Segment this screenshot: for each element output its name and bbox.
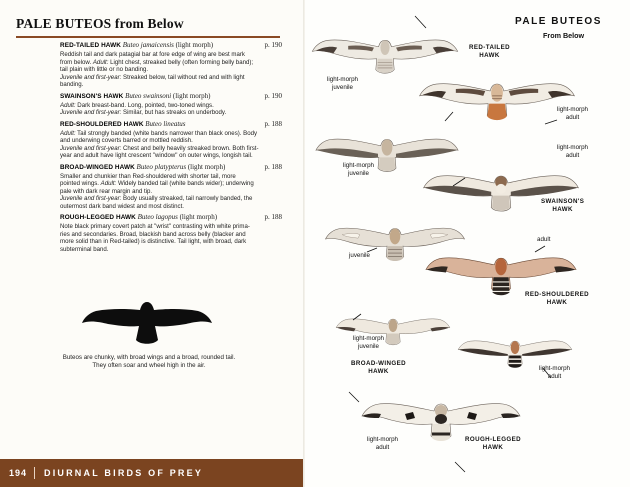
- entry-text-line: pale with dark rear margin and tip.: [60, 187, 153, 195]
- label-line: light-morph: [343, 162, 374, 169]
- label-line: adult: [375, 443, 390, 451]
- label-line: juvenile: [347, 169, 369, 177]
- page-reference: p. 190: [264, 91, 282, 100]
- entry-text-line: banding.: [60, 81, 84, 88]
- label-broad-winged-hawk: [351, 360, 406, 375]
- species-entry-red-tailed: [60, 42, 282, 89]
- silhouette-caption: [44, 354, 254, 370]
- species-name: ROUGH-LEGGED HAWK: [60, 214, 136, 221]
- entry-text-line: year and adult have light crescent "window" on outer wings, longish tail.: [60, 152, 253, 159]
- entry-text-line: Juvenile and first-year: Body usually streaked, tail narrowly banded, the: [60, 195, 253, 202]
- label-swainsons-adult: [557, 144, 588, 159]
- label-line: HAWK: [546, 298, 568, 306]
- label-swainsons-hawk: [541, 198, 584, 213]
- label-line: light-morph: [367, 436, 398, 443]
- entry-text-line: Smaller and chunkier than Red-shouldered with shorter tail, more: [60, 172, 236, 180]
- morph-note: (light morph): [187, 162, 226, 171]
- species-name: RED-SHOULDERED HAWK: [60, 120, 144, 128]
- buteo-silhouette-illustration: [82, 296, 212, 346]
- label-line: light-morph: [557, 106, 588, 113]
- label-line: juvenile: [349, 252, 370, 259]
- label-rough-legged-hawk: [465, 436, 521, 451]
- page-reference: p. 190: [264, 41, 282, 49]
- label-red-tailed-hawk: [469, 44, 510, 59]
- species-name: BROAD-WINGED HAWK: [60, 163, 135, 171]
- entry-text-line: Reddish tail and dark patagial bar at fore edge of wing are best mark: [60, 51, 245, 58]
- label-red-shouldered-hawk: [525, 291, 589, 306]
- label-line: SWAINSON'S: [541, 198, 585, 205]
- plate-title: PALE BUTEOS: [515, 16, 602, 27]
- label-line: juvenile: [357, 342, 379, 350]
- morph-note: (light morph): [175, 41, 214, 49]
- label-line: adult: [547, 372, 562, 380]
- species-name: SWAINSON'S HAWK: [60, 92, 124, 100]
- entry-text-line: Adult: Tail strongly banded (white bands narrower than black ones). Body: [60, 129, 258, 137]
- scientific-name: Buteo jamaicensis: [122, 41, 174, 49]
- label-line: light-morph: [557, 144, 588, 151]
- red-shouldered-juvenile-illustration: [325, 228, 464, 261]
- title-rule: [16, 36, 280, 38]
- entry-text-line: from below. Adult: Light chest, streaked belly (often forming belly band);: [60, 58, 254, 66]
- page-reference: p. 188: [264, 213, 282, 221]
- label-line: HAWK: [552, 205, 573, 213]
- page-footer-band: [0, 459, 305, 487]
- entry-text-line: ries and secondaries. Broad, blackish band across belly (blacker and: [60, 230, 246, 238]
- scientific-name: Buteo platypterus: [136, 162, 187, 171]
- label-line: light-morph: [353, 335, 384, 342]
- label-red-shouldered-juvenile: [349, 252, 370, 260]
- red-tailed-juvenile-illustration: [312, 40, 457, 73]
- species-entry-swainsons: [60, 93, 282, 117]
- label-line: RED-TAILED: [469, 44, 511, 51]
- plate-subtitle: From Below: [543, 31, 585, 40]
- broad-winged-adult-illustration: [458, 341, 572, 368]
- label-red-tailed-juvenile: [327, 76, 358, 91]
- caption-line: Buteos are chunky, with broad wings and a broad, rounded tail.: [62, 354, 236, 361]
- section-title: DIURNAL BIRDS OF PREY: [44, 468, 204, 478]
- label-line: ROUGH-LEGGED: [465, 436, 522, 443]
- left-page: [0, 0, 305, 487]
- scientific-name: Buteo swainsoni: [125, 91, 172, 100]
- label-line: HAWK: [482, 443, 504, 451]
- scientific-name: Buteo lineatus: [145, 119, 186, 128]
- morph-note: (light morph): [172, 91, 211, 100]
- label-red-tailed-adult: [557, 106, 588, 121]
- species-name: RED-TAILED HAWK: [60, 42, 122, 49]
- species-entry-broad-winged: [60, 164, 282, 211]
- scientific-name: Buteo lagopus: [137, 213, 178, 221]
- label-line: adult: [537, 236, 551, 243]
- swainsons-juvenile-illustration: [316, 139, 458, 172]
- entry-text-line: tail plain with little or no banding.: [60, 66, 149, 73]
- species-entry-red-shouldered: [60, 121, 282, 160]
- caption-line: They often soar and wheel high in the air.: [92, 362, 206, 369]
- label-line: light-morph: [539, 365, 570, 372]
- label-broad-winged-adult: [539, 365, 570, 380]
- hawk-plate-illustration: [305, 0, 630, 487]
- label-line: HAWK: [479, 51, 500, 59]
- entry-text-line: Adult: Dark breast-band. Long, pointed, two-toned wings.: [60, 101, 214, 109]
- entry-text-line: more solid than in Red-tailed) is distinctive. Tail light, with broad, dark: [60, 238, 247, 245]
- entry-text-line: Juvenile and first-year: Similar, but has streaks on underbody.: [60, 109, 227, 116]
- red-shouldered-adult-illustration: [426, 258, 576, 295]
- entry-text-line: Note black primary covert patch at "wrist" contrasting with white prima-: [60, 223, 250, 230]
- label-swainsons-juvenile: [343, 162, 374, 177]
- species-accounts: [60, 42, 282, 257]
- label-line: BROAD-WINGED: [351, 360, 406, 367]
- label-line: light-morph: [327, 76, 358, 83]
- footer-divider: [34, 467, 35, 479]
- label-line: juvenile: [331, 83, 353, 91]
- label-line: adult: [565, 113, 580, 121]
- label-line: adult: [565, 151, 580, 159]
- entry-text-line: subterminal band.: [60, 245, 109, 253]
- right-page: [305, 0, 630, 487]
- label-rough-legged-adult: [367, 436, 398, 451]
- entry-text-line: Juvenile and first-year: Streaked below, tail without red and with light: [60, 73, 245, 81]
- page-reference: p. 188: [264, 162, 282, 171]
- morph-note: (light morph): [179, 213, 218, 221]
- label-broad-winged-juvenile: [353, 335, 384, 350]
- page-number: 194: [9, 468, 28, 478]
- red-tailed-adult-illustration: [420, 84, 575, 120]
- entry-text-line: and underwing coverts barred or mottled reddish.: [60, 137, 193, 144]
- page-reference: p. 188: [264, 119, 282, 128]
- label-line: HAWK: [368, 367, 389, 375]
- species-entry-rough-legged: [60, 214, 282, 253]
- label-line: RED-SHOULDERED: [525, 291, 590, 298]
- page-title: PALE BUTEOS from Below: [16, 16, 184, 31]
- entry-text-line: Juvenile and first-year: Chest and belly heavily streaked brown. Both first-: [60, 144, 259, 152]
- entry-text-line: pointed wings. Adult: Widely banded tail (white bands wider); underwing: [60, 180, 254, 187]
- entry-text-line: outermost dark band widest and most distinct.: [60, 202, 184, 210]
- label-red-shouldered-adult: [537, 236, 550, 244]
